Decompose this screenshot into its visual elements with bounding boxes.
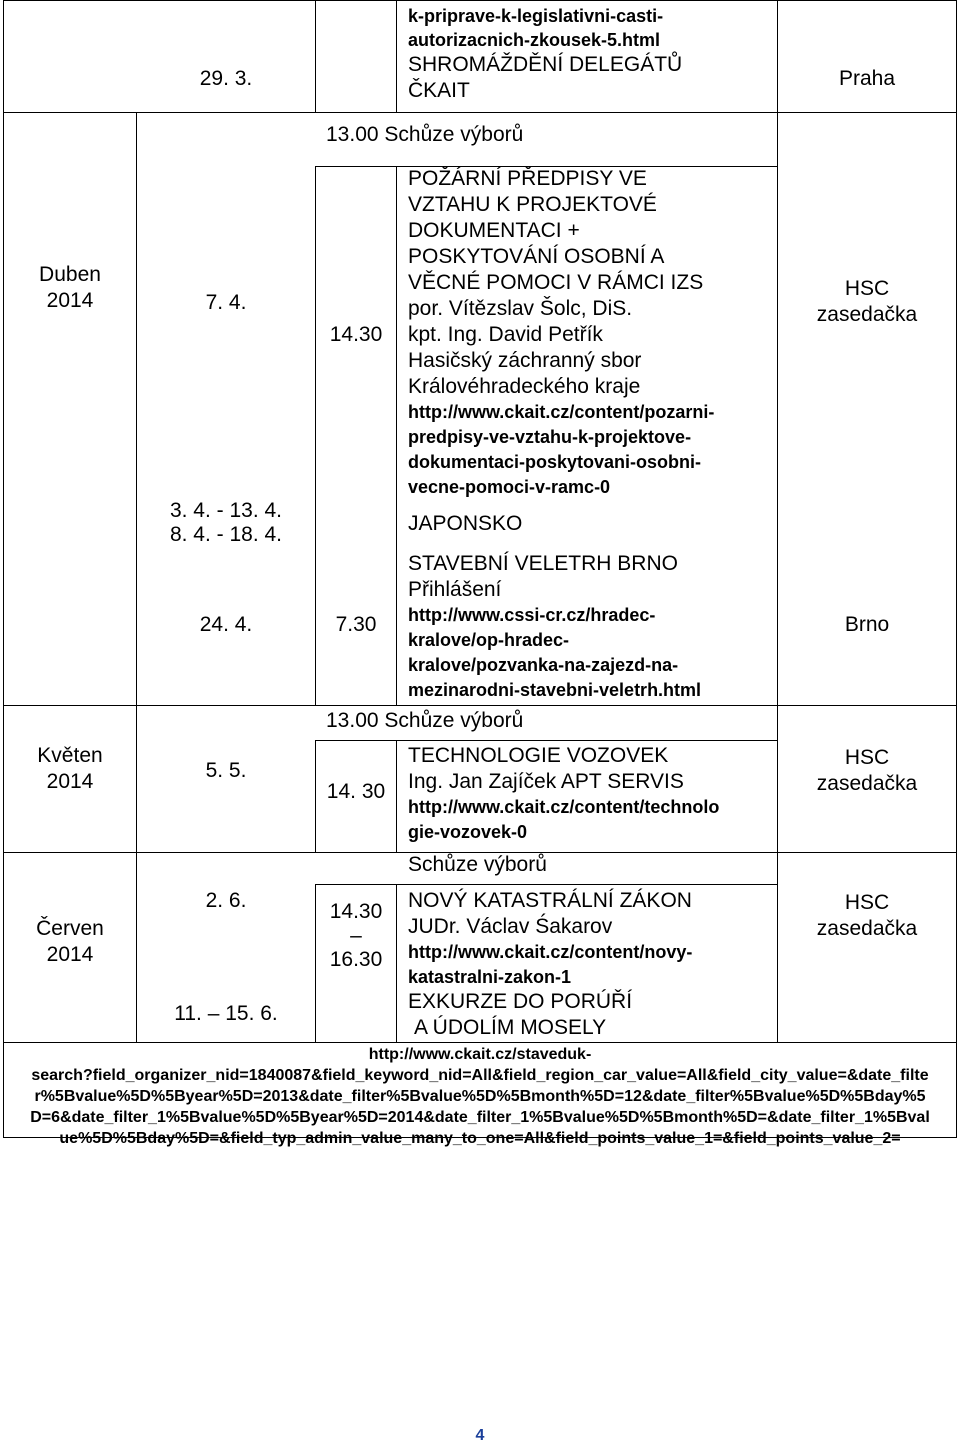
event-time xyxy=(316,899,396,973)
event-link-line[interactable]: ue%5D%5Bday%5D=&field_typ_admin_value_many_to_one=All&field_points_value_1=&field_points_value_2= xyxy=(59,1130,901,1147)
event-text xyxy=(408,166,714,500)
event-title: VZTAHU K PROJEKTOVÉ xyxy=(408,193,657,216)
month-cell xyxy=(4,743,136,795)
event-place: Brno xyxy=(844,613,890,636)
event-url-line: autorizacnich-zkousek-5.html xyxy=(408,30,661,50)
event-title: A ÚDOLÍM MOSELY xyxy=(414,1016,607,1039)
event-title: NOVÝ KATASTRÁLNÍ ZÁKON xyxy=(408,889,692,912)
table-border-right xyxy=(956,0,957,1137)
event-title: DOKUMENTACI + xyxy=(408,219,580,242)
event-link[interactable]: http://www.ckait.cz/content/novy- xyxy=(408,942,693,962)
row-line xyxy=(315,740,778,741)
col-divider-time xyxy=(396,884,397,1042)
row-line xyxy=(3,112,957,113)
event-link[interactable]: http://www.ckait.cz/content/pozarni- xyxy=(408,402,715,422)
event-time: 14.30 xyxy=(329,323,383,346)
time-dash: – xyxy=(350,924,362,947)
month-cell xyxy=(4,262,136,314)
month-cell xyxy=(4,916,136,968)
place-name: HSC xyxy=(844,277,890,300)
event-text xyxy=(408,888,692,990)
event-link-line[interactable]: D=6&date_filter_1%5Bvalue%5D%5Byear%5D=2014&date_filter_1%5Bvalue%5D%5Bmonth%5D=&date_filter_1%5Bval xyxy=(30,1109,930,1126)
event-title: POŽÁRNÍ PŘEDPISY VE xyxy=(408,167,647,190)
time-start: 14.30 xyxy=(329,900,383,923)
event-title: Přihlášení xyxy=(408,578,502,601)
event-time: 7.30 xyxy=(335,613,377,636)
month-name: Květen xyxy=(37,744,103,767)
col-divider-time xyxy=(396,740,397,852)
meeting-label: Schůze výborů xyxy=(408,853,547,876)
event-date: 2. 6. xyxy=(205,889,247,912)
event-link[interactable]: kralove/pozvanka-na-zajezd-na- xyxy=(408,655,679,675)
event-title: SHROMÁŽDĚNÍ DELEGÁTŮ xyxy=(408,53,683,76)
row-line xyxy=(3,0,957,1)
event-text xyxy=(408,743,719,845)
event-title: JAPONSKO xyxy=(408,512,523,535)
event-link[interactable]: dokumentaci-poskytovani-osobni- xyxy=(408,452,702,472)
event-date: 5. 5. xyxy=(205,759,247,782)
month-name: Duben xyxy=(39,263,101,286)
col-divider-time xyxy=(396,0,397,112)
event-link-long[interactable] xyxy=(8,1044,952,1149)
event-title: VĚCNÉ POMOCI V RÁMCI IZS xyxy=(408,271,704,294)
event-link[interactable]: predpisy-ve-vztahu-k-projektove- xyxy=(408,427,692,447)
event-place xyxy=(778,745,956,797)
meeting-label: 13.00 Schůze výborů xyxy=(326,709,524,732)
event-place xyxy=(778,276,956,328)
event-date xyxy=(137,499,315,547)
event-link[interactable]: katastralni-zakon-1 xyxy=(408,967,572,987)
date-range: 3. 4. - 13. 4. xyxy=(169,499,283,522)
event-organization: Hasičský záchranný sbor xyxy=(408,349,642,372)
event-title: EXKURZE DO PORÚŘÍ xyxy=(408,990,633,1013)
meeting-label: 13.00 Schůze výborů xyxy=(326,123,524,146)
event-link[interactable]: mezinarodni-stavebni-veletrh.html xyxy=(408,680,702,700)
row-line xyxy=(3,705,957,706)
event-url-line: k-priprave-k-legislativni-casti- xyxy=(408,6,664,26)
col-divider-time xyxy=(396,166,397,705)
col-divider-event xyxy=(777,0,778,1042)
row-line xyxy=(3,1042,957,1043)
event-link[interactable]: kralove/op-hradec- xyxy=(408,630,570,650)
event-speaker: por. Vítězslav Šolc, DiS. xyxy=(408,297,633,320)
month-year: 2014 xyxy=(46,289,94,312)
time-end: 16.30 xyxy=(329,948,383,971)
event-date: 7. 4. xyxy=(205,291,247,314)
col-divider-date xyxy=(315,0,316,112)
place-room: zasedačka xyxy=(816,917,918,940)
row-line xyxy=(315,884,778,885)
event-title: POSKYTOVÁNÍ OSOBNÍ A xyxy=(408,245,665,268)
event-link[interactable]: gie-vozovek-0 xyxy=(408,822,528,842)
event-organization: Královéhradeckého kraje xyxy=(408,375,641,398)
place-name: HSC xyxy=(844,746,890,769)
event-title: TECHNOLOGIE VOZOVEK xyxy=(408,744,669,767)
place-room: zasedačka xyxy=(816,772,918,795)
event-place xyxy=(778,890,956,942)
event-text xyxy=(408,551,701,703)
place-name: HSC xyxy=(844,891,890,914)
event-title: ČKAIT xyxy=(408,79,470,102)
event-time: 14. 30 xyxy=(326,780,386,803)
event-date: 29. 3. xyxy=(199,67,253,90)
event-speaker: kpt. Ing. David Petřík xyxy=(408,323,603,346)
place-room: zasedačka xyxy=(816,303,918,326)
event-text xyxy=(408,4,682,104)
event-link-line[interactable]: http://www.ckait.cz/staveduk- xyxy=(368,1046,592,1063)
event-text xyxy=(408,989,632,1041)
month-name: Červen xyxy=(36,917,104,940)
event-speaker: JUDr. Václav Śakarov xyxy=(408,915,613,938)
month-year: 2014 xyxy=(46,943,94,966)
month-year: 2014 xyxy=(46,770,94,793)
event-title: STAVEBNÍ VELETRH BRNO xyxy=(408,552,678,575)
event-link[interactable]: http://www.ckait.cz/content/technolo xyxy=(408,797,720,817)
date-range: 8. 4. - 18. 4. xyxy=(169,523,283,546)
event-link[interactable]: http://www.cssi-cr.cz/hradec- xyxy=(408,605,656,625)
event-date: 11. – 15. 6. xyxy=(174,1002,278,1025)
event-place: Praha xyxy=(838,67,896,90)
page-number: 4 xyxy=(475,1427,485,1444)
event-link-line[interactable]: search?field_organizer_nid=1840087&field_keyword_nid=All&field_region_car_value=All&field_city_value=&date_filte xyxy=(31,1067,929,1084)
event-link[interactable]: vecne-pomoci-v-ramc-0 xyxy=(408,477,611,497)
event-date: 24. 4. xyxy=(199,613,253,636)
event-link-line[interactable]: r%5Bvalue%5D%5Byear%5D=2013&date_filter%5Bvalue%5D%5Bmonth%5D=12&date_filter%5Bvalue%5D%5Bday%5 xyxy=(34,1088,926,1105)
event-speaker: Ing. Jan Zajíček APT SERVIS xyxy=(408,770,684,793)
